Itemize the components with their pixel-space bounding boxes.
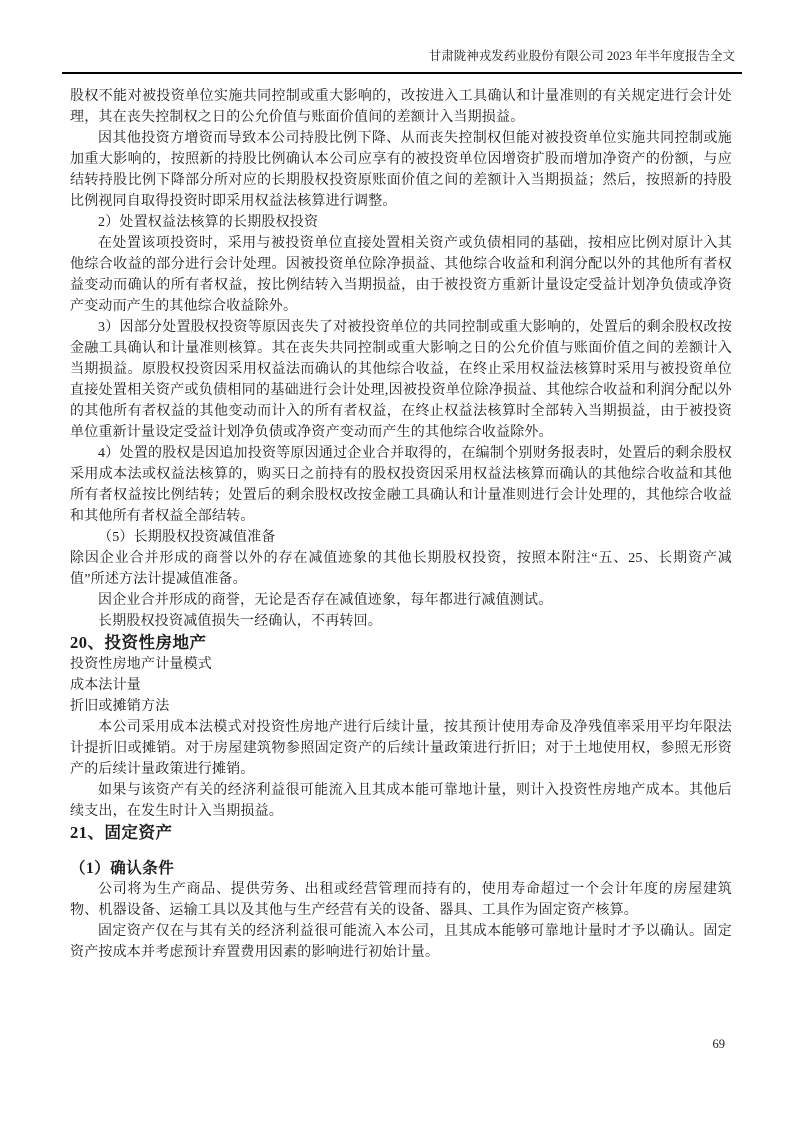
body-paragraph-impairment-no-reversal: 长期股权投资减值损失一经确认，不再转回。 (98, 614, 382, 629)
body-paragraph-measurement-model: 投资性房地产计量模式 (70, 657, 212, 672)
body-paragraph-depreciation-method: 折旧或摊销方法 (70, 699, 170, 714)
body-paragraph-item-3-partial-disposal: 3）因部分处置股权投资等原因丧失了对被投资单位的共同控制或重大影响的，处置后的剩余股权改按金融工具确认和计量准则核算。其在丧失共同控制或重大影响之日的公允价值与账面价值之间的差额计入当期损益。原股权投资因采用权益法而确认的其他综合收益，在终止采用权益法核算时采用与被投资单位直接处置相关资产或负债相同的基础进行会计处理,因被投资单位除净损益、其他综合收益和利润分配以外的其他所有者权益的其他变动而计入的所有者权益，在终止权益法核算时全部转入当期损益，由于被投资单位重新计量设定受益计划净负债或净资产变动而产生的其他综合收益除外。 (70, 320, 732, 440)
body-paragraph-disposal-basis: 在处置该项投资时，采用与被投资单位直接处置相关资产或负债相同的基础，按相应比例对原计入其他综合收益的部分进行会计处理。因被投资单位除净损益、其他综合收益和利润分配以外的其他所有者权益变动而确认的所有者权益，按比例结转入当期损益，由于被投资方重新计量设定受益计划净负债或净资产变动而产生的其他综合收益除外。 (70, 236, 732, 314)
subsection-heading-recognition-criteria: （1）确认条件 (70, 860, 175, 877)
body-paragraph-impairment-provision: 除因企业合并形成的商誉以外的存在减值迹象的其他长期股权投资，按照本附注“五、25、长期资产减值”所述方法计提减值准备。 (70, 551, 732, 587)
body-paragraph-other-investor-increase: 因其他投资方增资而导致本公司持股比例下降、从而丧失控制权但能对被投资单位实施共同控制或施加重大影响的，按照新的持股比例确认本公司应享有的被投资单位因增资扩股而增加净资产的份额，与应结转持股比例下降部分所对应的长期股权投资原账面价值之间的差额计入当期损益；然后，按照新的持股比例视同自取得投资时即采用权益法核算进行调整。 (70, 131, 732, 209)
body-paragraph-economic-benefit-inflow: 如果与该资产有关的经济利益很可能流入且其成本能可靠地计量，则计入投资性房地产成本。其他后续支出，在发生时计入当期损益。 (70, 783, 732, 819)
body-paragraph-item-4-merger-equity: 4）处置的股权是因追加投资等原因通过企业合并取得的，在编制个别财务报表时，处置后的剩余股权采用成本法或权益法核算的，购买日之前持有的股权投资因采用权益法核算而确认的其他综合收益和其他所有者权益按比例结转；处置后的剩余股权改按金融工具确认和计量准则进行会计处理的，其他综合收益和其他所有者权益全部结转。 (70, 446, 732, 524)
body-paragraph-subsequent-measurement: 本公司采用成本法模式对投资性房地产进行后续计量，按其预计使用寿命及净残值率采用平均年限法计提折旧或摊销。对于房屋建筑物参照固定资产的后续计量政策进行折旧；对于土地使用权，参照无形资产的后续计量政策进行摊销。 (70, 720, 732, 777)
body-paragraph-cost-method: 成本法计量 (70, 678, 141, 693)
body-paragraph-equity-control-loss: 股权不能对被投资单位实施共同控制或重大影响的，改按进入工具确认和计量准则的有关规定进行会计处理，其在丧失控制权之日的公允价值与账面价值间的差额计入当期损益。 (70, 89, 732, 125)
header-rule (62, 72, 742, 74)
body-paragraph-fixed-asset-scope: 公司将为生产商品、提供劳务、出租或经营管理而持有的，使用寿命超过一个会计年度的房屋建筑物、机器设备、运输工具以及其他与生产经营有关的设备、器具、工具作为固定资产核算。 (70, 882, 732, 918)
section-heading-20-investment-property: 20、投资性房地产 (70, 633, 207, 652)
document-body (70, 86, 732, 963)
body-paragraph-item-2-disposal-equity: 2）处置权益法核算的长期股权投资 (98, 215, 319, 230)
page-number: 69 (712, 1037, 725, 1051)
body-paragraph-item-5-impairment-title: （5）长期股权投资减值准备 (98, 530, 276, 545)
section-heading-21-fixed-assets: 21、固定资产 (70, 823, 173, 842)
body-paragraph-fixed-asset-recognition: 固定资产仅在与其有关的经济利益很可能流入本公司，且其成本能够可靠地计量时才予以确认。固定资产按成本并考虑预计弃置费用因素的影响进行初始计量。 (70, 924, 732, 960)
page-header-title: 甘肃陇神戎发药业股份有限公司 2023 年半年度报告全文 (428, 49, 735, 63)
body-paragraph-goodwill-test: 因企业合并形成的商誉，无论是否存在减值迹象，每年都进行减值测试。 (98, 593, 553, 608)
